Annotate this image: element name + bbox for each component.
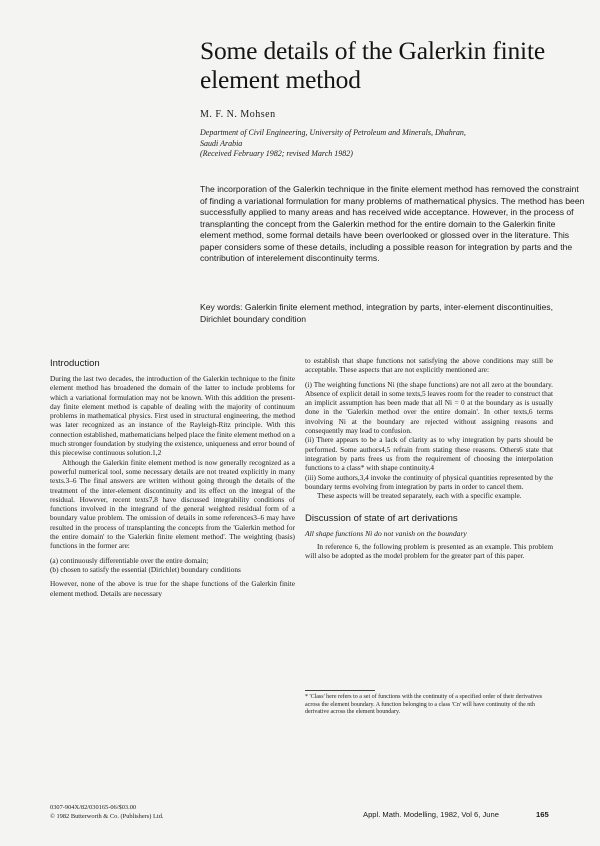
section-heading-discussion: Discussion of state of art derivations bbox=[305, 513, 458, 525]
section-heading-introduction: Introduction bbox=[50, 358, 100, 369]
affiliation-line: Department of Civil Engineering, University of Petroleum and Minerals, Dhahran, bbox=[200, 128, 466, 137]
publication-info bbox=[50, 804, 164, 821]
footnote: * 'Class' here refers to a set of functions with the continuity of a specified order of their derivatives across the element boundary. A function belonging to a class 'Cn' will have continuity of the nth derivative across the element boundary. bbox=[305, 694, 543, 716]
paragraph: In reference 6, the following problem is presented as an example. This problem will also be adopted as the model problem for the greater part of this paper. bbox=[305, 542, 553, 561]
page-number: 165 bbox=[536, 810, 549, 819]
list-item: (b) chosen to satisfy the essential (Dirichlet) boundary conditions bbox=[50, 564, 241, 574]
paragraph: However, none of the above is true for the shape functions of the Galerkin finite element method. Details are necessary bbox=[50, 579, 295, 598]
issn-code: 0307-904X/82/030165-06/$03.00 bbox=[50, 804, 137, 811]
paragraph: During the last two decades, the introduction of the Galerkin technique to the finite element method has broadened the domain of the latter to include problems for which a variational formulation may not be known. With this addition the present-day finite element method is capable of dealing with the majority of continuum problems in mathematical physics. First used in structural engineering, the method was later recognized as an instance of the Rayleigh-Ritz principle. With this connection established, mathematicians helped place the finite element method on a much stronger foundation by studying the existence, uniqueness and error bound of this piecewise continuous solution.1,2 bbox=[50, 374, 295, 458]
keywords: Key words: Galerkin finite element method, integration by parts, inter-element discontinuities, Dirichlet boundary condition bbox=[200, 302, 553, 324]
paragraph: Although the Galerkin finite element method is now generally recognized as a powerful numerical tool, some necessary details are not treated explicitly in many texts.3–6 The final answers are written without going through the details of the treatment of the inter-element discontinuity and its effect on the integral of the residual. However, recent texts7,8 have discussed integrability conditions of functions involved in the integrand of the general weighted residual form of a boundary value problem. The omission of details in some references3–6 may have resulted in the process of transplanting the concepts from the 'Galerkin method for the entire domain' to the 'Galerkin finite element method'. The weighting (basis) functions in the former are: bbox=[50, 457, 295, 551]
paragraph: These aspects will be treated separately, each with a specific example. bbox=[317, 491, 522, 501]
affiliation-line: Saudi Arabia bbox=[200, 138, 243, 148]
left-column bbox=[50, 374, 295, 598]
paper-title: Some details of the Galerkin finite element method bbox=[200, 36, 545, 94]
list-item: (i) The weighting functions Ni (the shape functions) are not all zero at the boundary. Absence of explicit detail in some texts,5 leaves room for the reader to construct that an implicit assumption has been made that all Ni = 0 at the boundary as is usually done in the 'Galerkin method over the entire domain'. In other texts,6 terms involving Ni at the boundary are rejected without assigning reasons and consequently may lead to confusion. bbox=[305, 379, 553, 436]
subsection-heading: All shape functions Ni do not vanish on the boundary bbox=[305, 528, 467, 538]
journal-citation: Appl. Math. Modelling, 1982, Vol 6, June bbox=[363, 810, 499, 819]
footnote-divider bbox=[305, 690, 375, 691]
list-item: (ii) There appears to be a lack of clarity as to why integration by parts should be performed. Some authors4,5 refrain from stating these reasons. Others6 state that integration by parts frees us from the requirement of choosing the interpolation functions to a class* with shape continuity.4 bbox=[305, 435, 553, 473]
list-item: (iii) Some authors,3,4 invoke the continuity of physical quantities represented by the boundary terms evolving from integration by parts in order to cancel them. bbox=[305, 472, 553, 491]
abstract: The incorporation of the Galerkin technique in the finite element method has removed the constraint of finding a variational formulation for many problems of mathematical physics. The method has been successfully applied to many areas and has received wide acceptance. However, in the process of transplanting the concept from the Galerkin method for the entire domain to the Galerkin finite element method, some formal details have been overlooked or glossed over in the literature. This paper considers some of these details, including a possible reason for integration by parts and the contribution of interelement discontinuity terms. bbox=[200, 184, 585, 263]
affiliation bbox=[200, 128, 590, 160]
author-name: M. F. N. Mohsen bbox=[200, 109, 276, 120]
paragraph: to establish that shape functions not satisfying the above conditions may still be acceptable. These aspects that are not explicitly mentioned are: bbox=[305, 356, 553, 375]
received-dates: (Received February 1982; revised March 1982) bbox=[200, 149, 353, 158]
copyright: © 1982 Butterworth & Co. (Publishers) Ltd. bbox=[50, 812, 164, 820]
right-column bbox=[305, 356, 553, 561]
list-item: (a) continuously differentiable over the entire domain; bbox=[50, 555, 209, 565]
